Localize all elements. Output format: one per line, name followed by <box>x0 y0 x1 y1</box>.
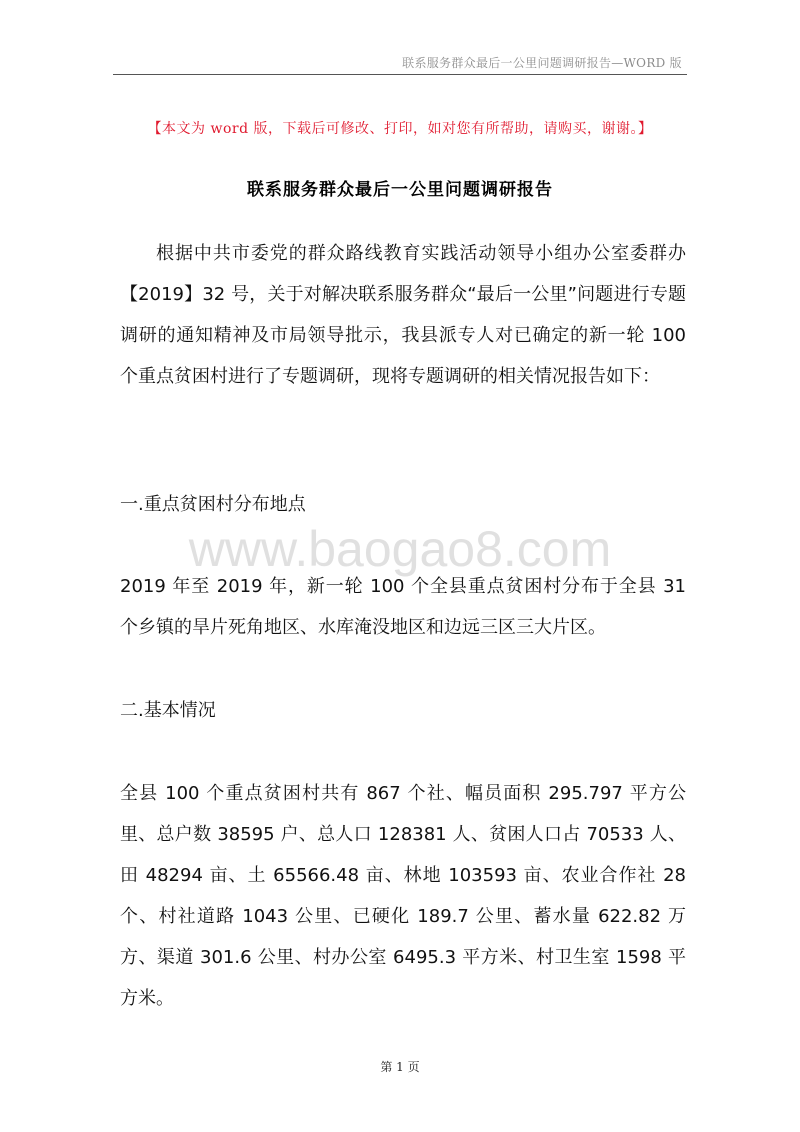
section-heading-1: 一.重点贫困村分布地点 <box>120 494 306 515</box>
running-header: 联系服务群众最后一公里问题调研报告—WORD 版 <box>402 56 682 70</box>
section-body-2: 全县 100 个重点贫困村共有 867 个社、幅员面积 295.797 平方公里、总户数 38595 户、总人口 128381 人、贫困人口占 70533 人、田 48294 亩、土 65566.48 亩、林地 103593 亩、农业合作社 28 个、村社道路 1043 公里、已硬化 189.7 公里、蓄水量 622.82 万方、渠道 301.6 公里、村办公室 6495.3 平方米、村卫生室 1598 平方米。 <box>120 783 686 1009</box>
header-divider <box>113 74 687 75</box>
download-notice: 【本文为 word 版，下载后可修改、打印，如对您有所帮助，请购买，谢谢。】 <box>147 121 653 137</box>
intro-paragraph: 根据中共市委党的群众路线教育实践活动领导小组办公室委群办【2019】32 号，关于对解决联系服务群众“最后一公里”问题进行专题调研的通知精神及市局领导批示，我县派专人对已确定的新一轮 100 个重点贫困村进行了专题调研，现将专题调研的相关情况报告如下： <box>120 243 686 387</box>
section-body-1: 2019 年至 2019 年，新一轮 100 个全县重点贫困村分布于全县 31 个乡镇的旱片死角地区、水库淹没地区和边远三区三大片区。 <box>120 576 686 638</box>
section-heading-2: 二.基本情况 <box>120 700 216 721</box>
page-number: 第 1 页 <box>380 1060 420 1074</box>
document-title: 联系服务群众最后一公里问题调研报告 <box>247 180 553 200</box>
watermark: www.baogao8.com <box>188 521 612 577</box>
